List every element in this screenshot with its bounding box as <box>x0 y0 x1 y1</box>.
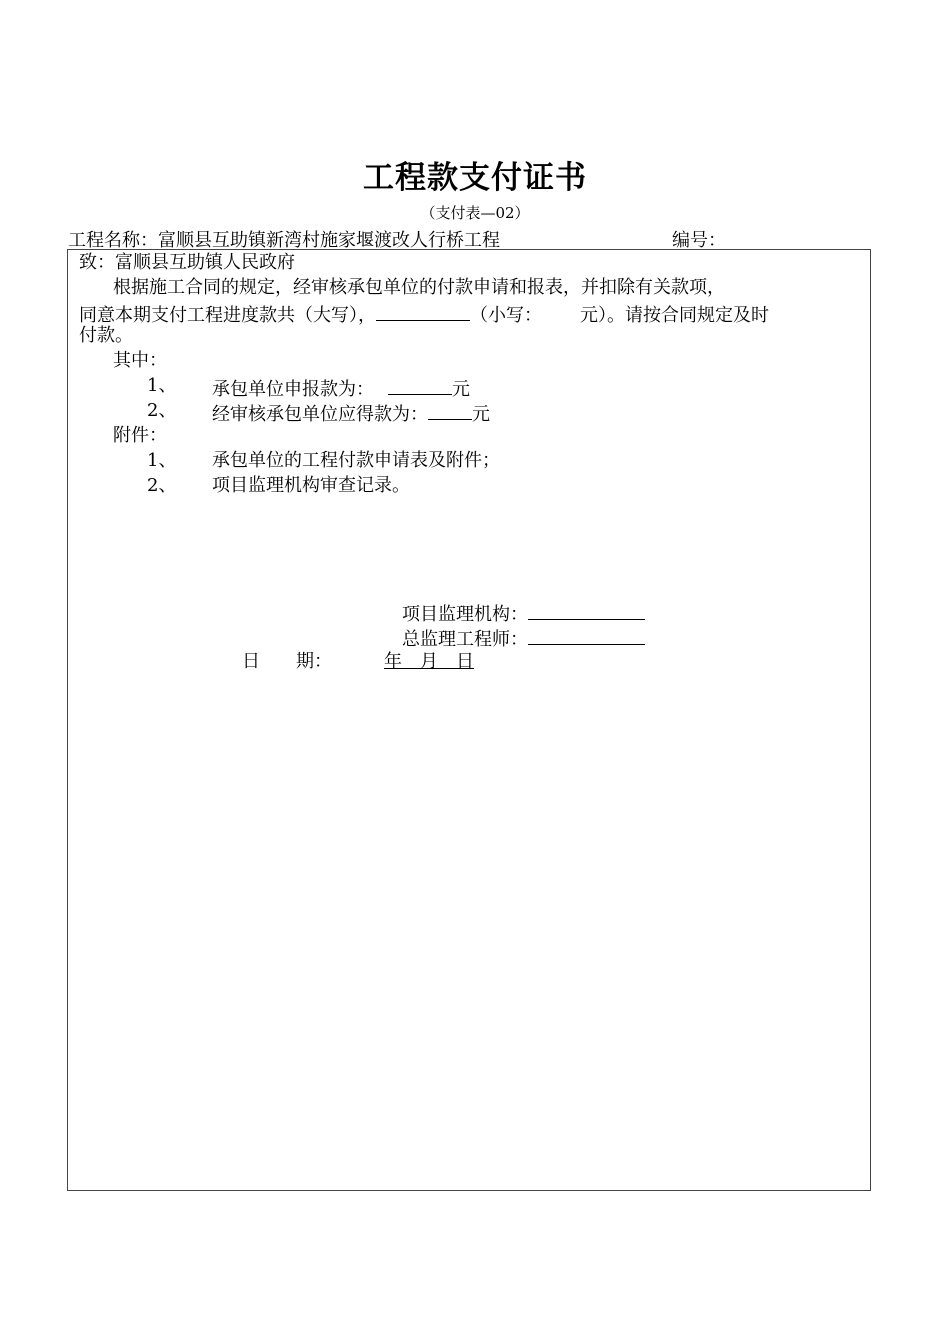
paragraph-line-3: 付款。 <box>79 325 133 346</box>
attachment-1: 承包单位的工程付款申请表及附件； <box>212 450 500 471</box>
declared-amount-blank[interactable] <box>388 374 452 395</box>
attachments-label: 附件： <box>113 425 167 446</box>
item-2-num: 2、 <box>147 400 177 421</box>
number-label: 编号： <box>672 230 726 251</box>
item-2-text: 经审核承包单位应得款为： <box>212 404 428 425</box>
addressee: 致：富顺县互助镇人民政府 <box>79 252 295 273</box>
paragraph-line-1: 根据施工合同的规定，经审核承包单位的付款申请和报表，并扣除有关款项， <box>113 277 725 298</box>
form-code: （支付表—02） <box>420 204 530 222</box>
paragraph-line-2 <box>79 300 769 328</box>
attachment-2-num: 2、 <box>147 475 177 496</box>
date-line <box>242 650 474 674</box>
date-label: 日 期： <box>242 651 332 672</box>
amount-lowercase-label: （小写： <box>470 305 542 326</box>
date-field[interactable] <box>332 651 474 672</box>
item-1 <box>212 374 470 402</box>
date-value: 年 月 日 <box>384 651 474 672</box>
chief-engineer-blank[interactable] <box>528 624 645 645</box>
item-1-num: 1、 <box>147 375 177 396</box>
approved-amount-blank[interactable] <box>428 399 472 420</box>
item-1-unit: 元 <box>452 379 470 400</box>
item-2-unit: 元 <box>472 404 490 425</box>
attachment-2: 项目监理机构审查记录。 <box>212 475 410 496</box>
document-title: 工程款支付证书 <box>363 160 587 196</box>
item-2 <box>212 399 490 427</box>
project-name: 工程名称：富顺县互助镇新湾村施家堰渡改人行桥工程 <box>68 230 500 251</box>
chief-engineer <box>402 624 645 652</box>
amount-uppercase-blank[interactable] <box>376 300 470 321</box>
amount-lowercase-tail: 元）。请按合同规定及时 <box>580 305 769 326</box>
certificate-body <box>67 249 871 1191</box>
attachment-1-num: 1、 <box>147 450 177 471</box>
supervision-org-label: 项目监理机构： <box>402 604 528 625</box>
item-1-text: 承包单位申报款为： <box>212 379 374 400</box>
amount-uppercase-label: 同意本期支付工程进度款共（大写）， <box>79 305 376 326</box>
among-label: 其中： <box>113 350 167 371</box>
supervision-org-blank[interactable] <box>528 599 645 620</box>
supervision-org <box>402 599 645 627</box>
chief-engineer-label: 总监理工程师： <box>402 629 528 650</box>
